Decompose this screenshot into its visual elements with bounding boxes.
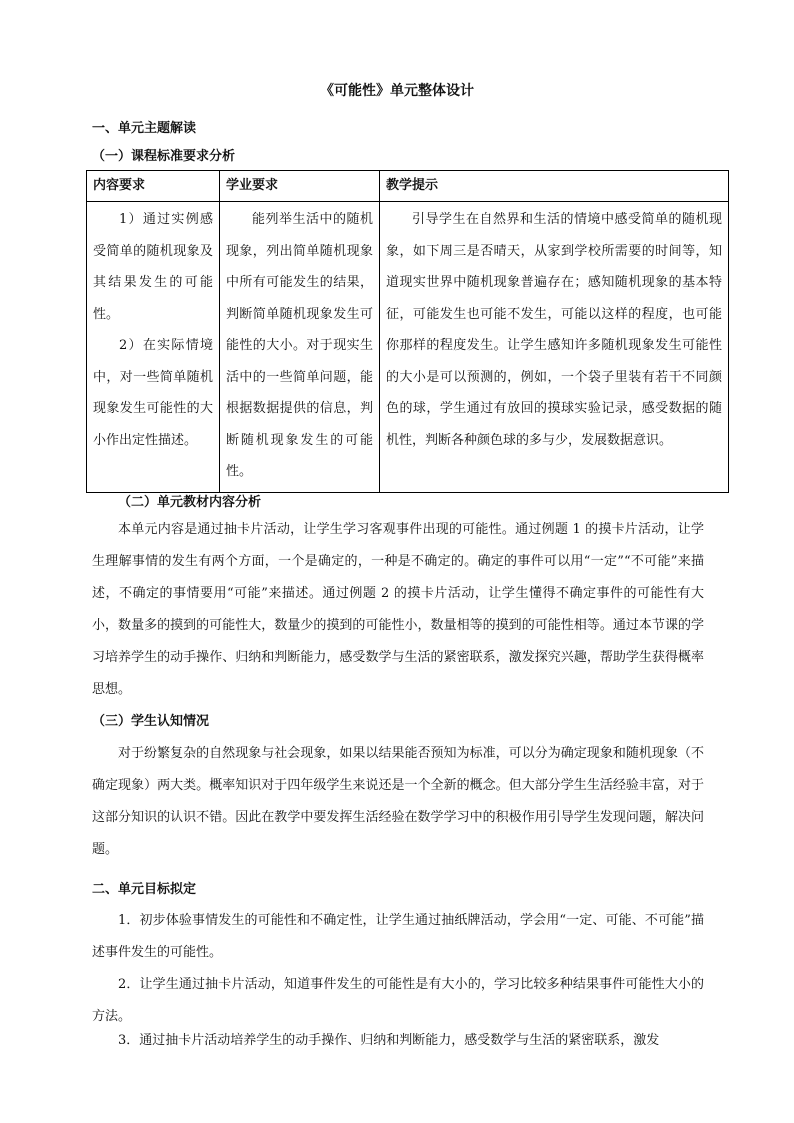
section1-heading: 一、单元主题解读 bbox=[92, 121, 197, 136]
table-header-cell: 教学提示 bbox=[380, 171, 729, 202]
content-requirement-2: 2）在实际情境中，对一些简单随机现象发生可能性的大小作出定性描述。 bbox=[93, 338, 213, 448]
academic-requirement-text: 能列举生活中的随机现象，列出简单随机现象中所有可能发生的结果，判断简单随机现象发生可能性的大小。对于现实生活中的一些简单问题，能根据数据提供的信息，判断随机现象发生的可能性。 bbox=[226, 212, 373, 479]
content-requirements-cell bbox=[87, 202, 220, 493]
content-requirement-1: 1）通过实例感受简单的随机现象及其结果发生的可能性。 bbox=[93, 212, 213, 322]
teaching-tips-cell bbox=[380, 202, 729, 493]
table-header-cell: 学业要求 bbox=[220, 171, 380, 202]
document-title: 《可能性》单元整体设计 bbox=[320, 83, 474, 99]
objective-item-3: 3．通过抽卡片活动培养学生的动手操作、归纳和判断能力，感受数学与生活的紧密联系，激发 bbox=[118, 1033, 660, 1048]
table-header-row bbox=[87, 171, 729, 202]
academic-requirements-cell bbox=[220, 202, 380, 493]
teaching-tips-text: 引导学生在自然界和生活的情境中感受简单的随机现象，如下周三是否晴天，从家到学校所需要的时间等，知道现实世界中随机现象普遍存在；感知随机现象的基本特征，可能发生也可能不发生，可能以这样的程度，也可能你那样的程度发生。让学生感知许多随机现象发生可能性的大小是可以预测的，例如，一个袋子里装有若干不同颜色的球，学生通过有放回的摸球实验记录，感受数据的随机性，判断各种颜色球的多与少，发展数据意识。 bbox=[386, 212, 722, 448]
sub1-heading: （一）课程标准要求分析 bbox=[92, 149, 236, 164]
curriculum-table bbox=[86, 170, 729, 493]
table-header-cell: 内容要求 bbox=[87, 171, 220, 202]
section2-heading: 二、单元目标拟定 bbox=[92, 882, 197, 897]
objective-item-2: 2．让学生通过抽卡片活动，知道事件发生的可能性是有大小的，学习比较多种结果事件可能性大小的方法。 bbox=[92, 977, 704, 1024]
objective-item-1: 1．初步体验事情发生的可能性和不确定性，让学生通过抽纸牌活动，学会用“一定、可能、不可能”描述事件发生的可能性。 bbox=[92, 913, 704, 960]
material-analysis-paragraph: 本单元内容是通过抽卡片活动，让学生学习客观事件出现的可能性。通过例题 1 的摸卡片活动，让学生理解事情的发生有两个方面，一个是确定的，一种是不确定的。确定的事件可以用“一定”“不可能”来描述，不确定的事情要用“可能”来描述。通过例题 2 的摸卡片活动，让学生懂得不确定事件的可能性有大小，数量多的摸到的可能性大，数量少的摸到的可能性小，数量相等的摸到的可能性相等。通过本节课的学习培养学生的动手操作、归纳和判断能力，感受数学与生活的紧密联系，激发探究兴趣，帮助学生获得概率思想。 bbox=[92, 522, 704, 697]
table-row bbox=[87, 202, 729, 493]
student-cognition-paragraph: 对于纷繁复杂的自然现象与社会现象，如果以结果能否预知为标准，可以分为确定现象和随机现象（不确定现象）两大类。概率知识对于四年级学生来说还是一个全新的概念。但大部分学生生活经验丰富，对于这部分知识的认识不错。因此在教学中要发挥生活经验在数学学习中的积极作用引导学生发现问题，解决问题。 bbox=[92, 746, 704, 857]
sub2-heading: （二）单元教材内容分析 bbox=[118, 495, 262, 510]
sub3-heading: （三）学生认知情况 bbox=[92, 714, 210, 729]
